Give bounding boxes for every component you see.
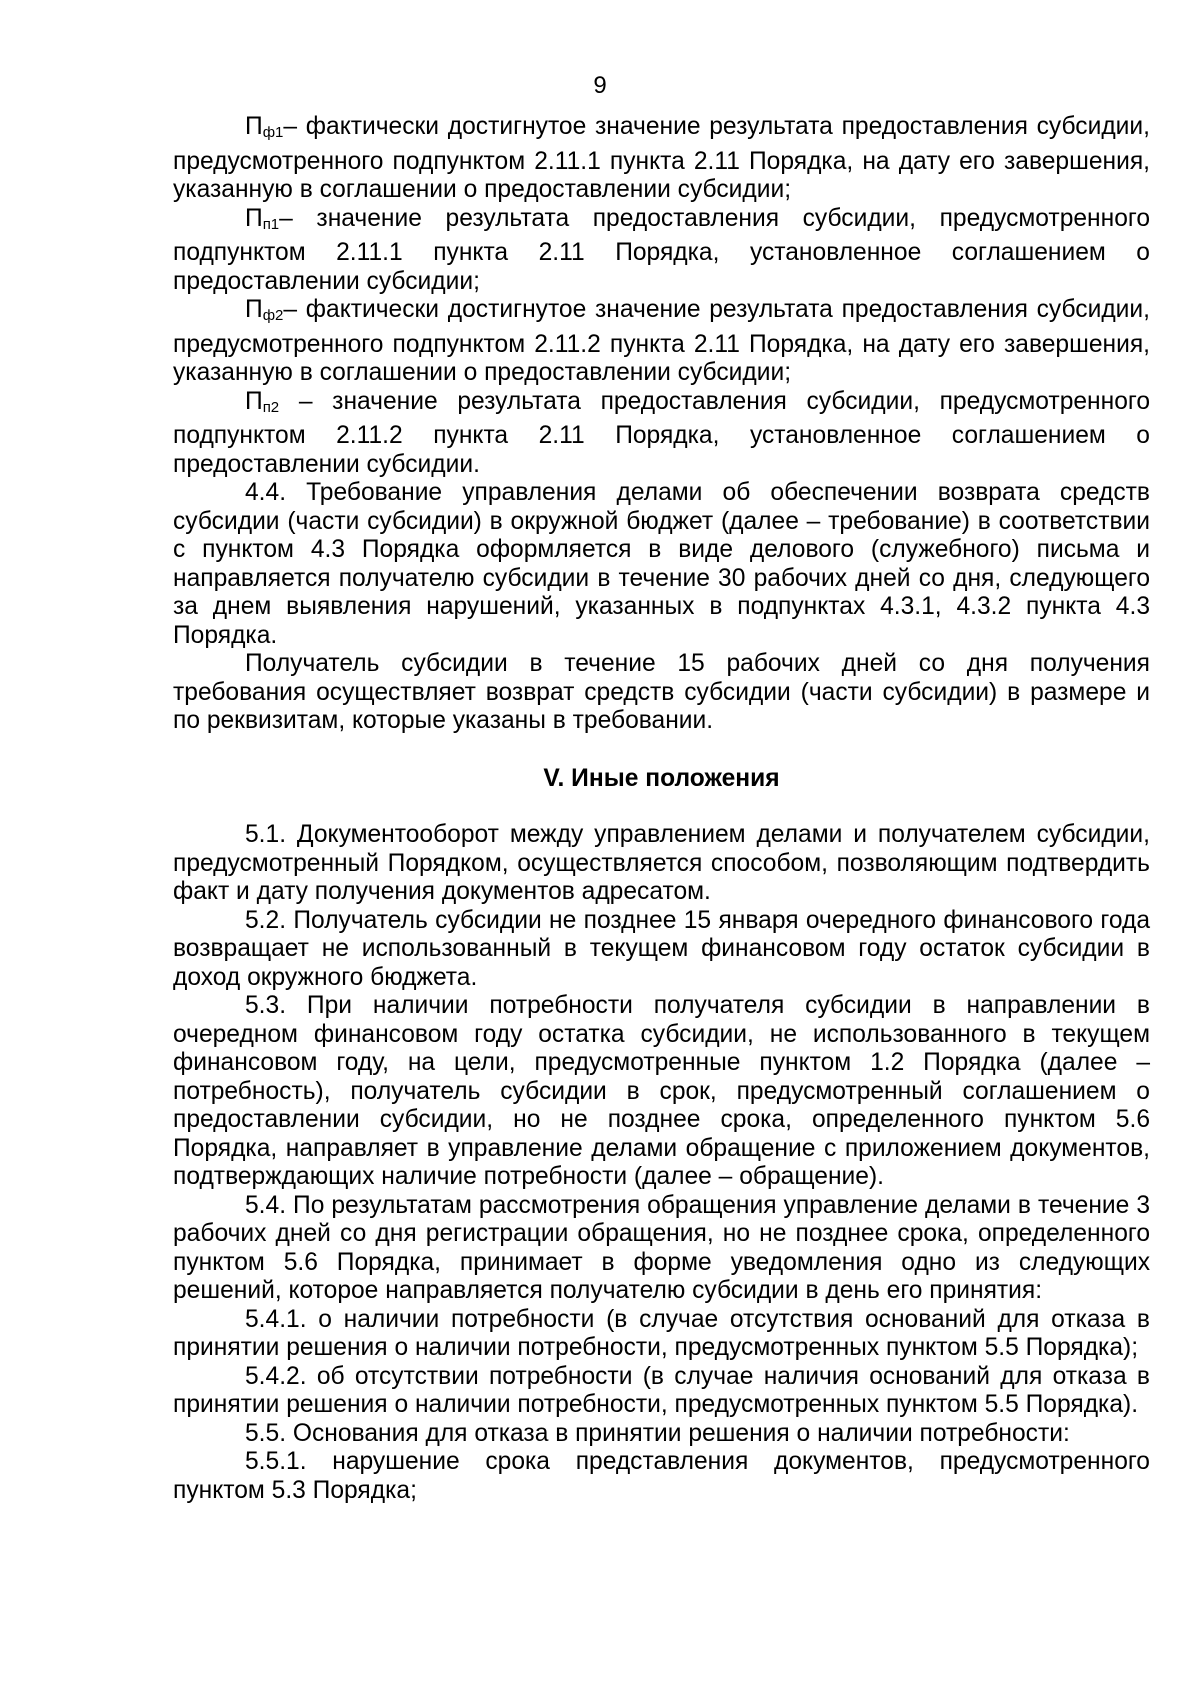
definition-symbol: П — [245, 113, 263, 140]
definition-subscript: ф2 — [262, 307, 284, 324]
body-paragraph: 5.5. Основания для отказа в принятии решения о наличии потребности: — [245, 1419, 1070, 1447]
definition-paragraph — [173, 388, 1150, 480]
body-paragraph: 5.4. По результатам рассмотрения обращения управление делами в течение 3 рабочих дней со дня регистрации обращения, но не позднее срока, определенного пунктом 5.6 Порядка, принимает в форме уведомления одно из следующих решений, которое направляется получателю субсидии в день его принятия: — [173, 1191, 1150, 1304]
definition-symbol: П — [245, 387, 263, 415]
definition-subscript: ф1 — [262, 124, 284, 141]
definition-paragraph — [173, 296, 1150, 388]
definition-text: – фактически достигнутое значение результата предоставления субсидии, предусмотренного подпунктом 2.11.2 пункта 2.11 Порядка, на дату его завершения, указанную в соглашении о предоставлении субсидии; — [173, 296, 1150, 386]
body-paragraph: 5.5.1. нарушение срока представления документов, предусмотренного пунктом 5.3 Порядка; — [173, 1448, 1150, 1504]
body-paragraph: 4.4. Требование управления делами об обеспечении возврата средств субсидии (части субсидии) в окружной бюджет (далее – требование) в соответствии с пунктом 4.3 Порядка оформляется в виде делового (служебного) письма и направляется получателю субсидии в течение 30 рабочих дней со дня, следующего за днем выявления нарушений, указанных в подпунктах 4.3.1, 4.3.2 пункта 4.3 Порядка. — [173, 479, 1150, 649]
definition-text: – фактически достигнутое значение результата предоставления субсидии, предусмотренного подпунктом 2.11.1 пункта 2.11 Порядка, на дату его завершения, указанную в соглашении о предоставлении субсидии; — [173, 113, 1150, 203]
definition-text: – значение результата предоставления субсидии, предусмотренного подпунктом 2.11.2 пункта 2.11 Порядка, установленное соглашением о предоставлении субсидии. — [173, 387, 1150, 478]
body-paragraph: 5.2. Получатель субсидии не позднее 15 января очередного финансового года возвращает не использованный в текущем финансовом году остаток субсидии в доход окружного бюджета. — [173, 906, 1150, 991]
body-paragraph: 5.4.2. об отсутствии потребности (в случае наличия оснований для отказа в принятии решения о наличии потребности, предусмотренных пунктом 5.5 Порядка). — [173, 1362, 1150, 1418]
page-number: 9 — [593, 72, 607, 99]
document-body — [173, 113, 1150, 1505]
definition-subscript: п2 — [262, 398, 280, 416]
body-paragraph: 5.4.1. о наличии потребности (в случае отсутствия оснований для отказа в принятии решения о наличии потребности, предусмотренных пунктом 5.5 Порядка); — [173, 1305, 1150, 1361]
definition-paragraph — [173, 113, 1150, 205]
body-paragraph: 5.3. При наличии потребности получателя субсидии в направлении в очередном финансовом году остатка субсидии, не использованного в текущем финансовом году, на цели, предусмотренные пунктом 1.2 Порядка (далее – потребность), получатель субсидии в срок, предусмотренный соглашением о предоставлении субсидии, но не позднее срока, определенного пунктом 5.6 Порядка, направляет в управление делами обращение с приложением документов, подтверждающих наличие потребности (далее – обращение). — [173, 992, 1150, 1190]
definition-paragraph — [173, 205, 1150, 297]
body-paragraph: 5.1. Документооборот между управлением делами и получателем субсидии, предусмотренный Порядком, осуществляется способом, позволяющим подтвердить факт и дату получения документов адресатом. — [173, 821, 1150, 905]
definition-subscript: п1 — [262, 215, 280, 233]
section-heading: V. Иные положения — [543, 764, 780, 792]
definition-text: – значение результата предоставления субсидии, предусмотренного подпунктом 2.11.1 пункта 2.11 Порядка, установленное соглашением о предоставлении субсидии; — [173, 204, 1150, 295]
definition-symbol: П — [245, 204, 263, 232]
body-paragraph: Получатель субсидии в течение 15 рабочих дней со дня получения требования осуществляет возврат средств субсидии (части субсидии) в размере и по реквизитам, которые указаны в требовании. — [173, 650, 1150, 734]
definition-symbol: П — [245, 296, 263, 323]
